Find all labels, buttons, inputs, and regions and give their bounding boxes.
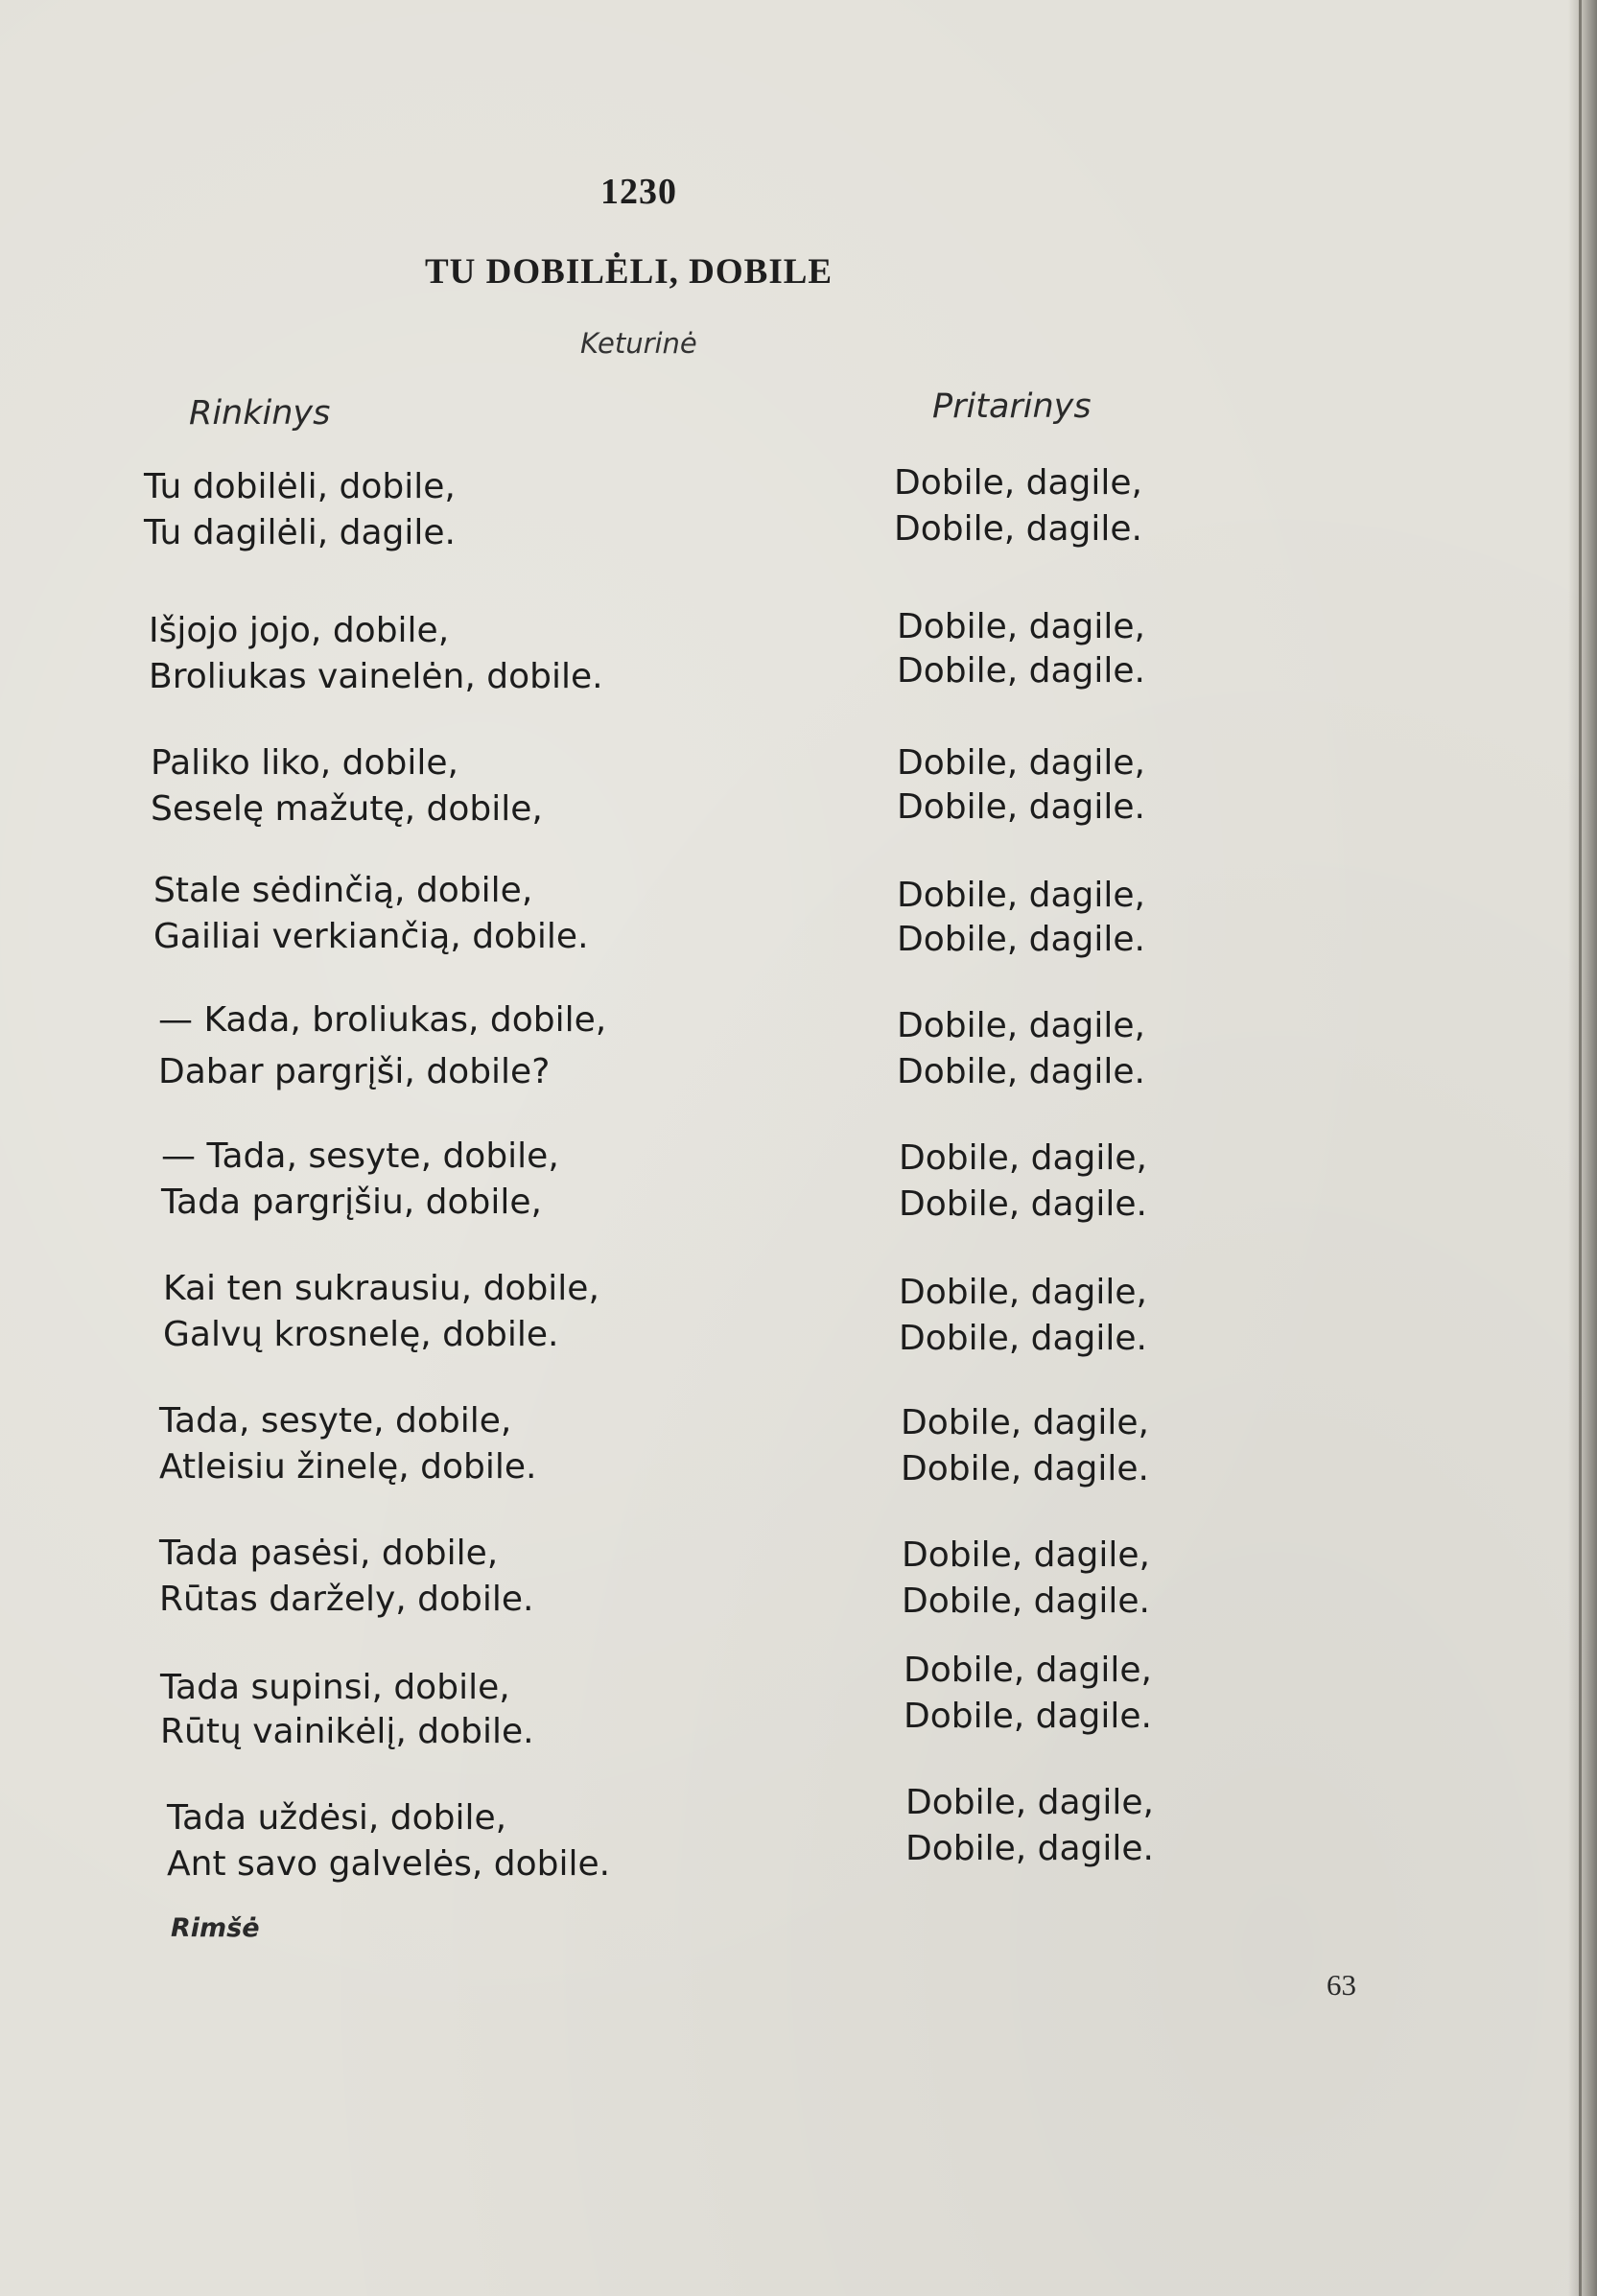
verse-line: Tada pasėsi, dobile, [159, 1534, 499, 1573]
verse-line: Broliukas vainelėn, dobile. [149, 657, 603, 696]
page-edge-shadow [1568, 0, 1597, 2296]
page-number: 63 [1327, 1968, 1356, 2002]
refrain-line: Dobile, dagile, [897, 743, 1145, 783]
verse-line: Galvų krosnelę, dobile. [163, 1315, 559, 1354]
refrain-line: Dobile, dagile, [894, 463, 1142, 503]
page-edge-line [1579, 0, 1582, 2296]
refrain-line: Dobile, dagile, [904, 1651, 1152, 1690]
refrain-line: Dobile, dagile, [897, 876, 1145, 915]
verse-line: Seselę mažutę, dobile, [151, 789, 543, 829]
refrain-line: Dobile, dagile, [897, 1006, 1145, 1045]
verse-line: — Tada, sesyte, dobile, [161, 1136, 559, 1176]
refrain-line: Dobile, dagile. [894, 509, 1142, 549]
refrain-line: Dobile, dagile, [899, 1138, 1147, 1178]
refrain-line: Dobile, dagile. [897, 1052, 1145, 1091]
refrain-line: Dobile, dagile. [902, 1581, 1150, 1621]
refrain-line: Dobile, dagile. [899, 1319, 1147, 1358]
refrain-line: Dobile, dagile. [899, 1184, 1147, 1224]
verse-line: Paliko liko, dobile, [151, 743, 458, 783]
poem-title: TU DOBILĖLI, DOBILE [425, 252, 834, 292]
verse-line: Rūtų vainikėlį, dobile. [160, 1712, 534, 1751]
verse-line: Ant savo galvelės, dobile. [167, 1844, 611, 1884]
refrain-line: Dobile, dagile, [897, 607, 1145, 646]
refrain-line: Dobile, dagile. [904, 1697, 1152, 1736]
verse-line: Rūtas darželу, dobile. [159, 1580, 534, 1619]
verse-line: Tada, sesyte, dobile, [159, 1401, 512, 1441]
right-column-heading: Pritarinys [932, 387, 1092, 426]
verse-line: Stale sėdinčią, dobile, [153, 871, 533, 910]
verse-line: Atleisiu žinelę, dobile. [159, 1447, 537, 1487]
left-column-heading: Rinkinys [189, 394, 331, 433]
author-attribution: Rimšė [171, 1913, 260, 1943]
verse-line: Tu dagilėli, dagile. [144, 513, 456, 552]
refrain-line: Dobile, dagile, [901, 1403, 1149, 1442]
verse-line: Tada pargrįšiu, dobile, [161, 1183, 542, 1222]
refrain-line: Dobile, dagile. [901, 1449, 1149, 1488]
verse-line: Dabar pargrįši, dobile? [158, 1052, 551, 1091]
refrain-line: Dobile, dagile, [902, 1535, 1150, 1575]
refrain-line: Dobile, dagile, [905, 1783, 1154, 1822]
poem-subtitle: Keturinė [580, 327, 697, 360]
verse-line: Tada supinsi, dobile, [160, 1668, 510, 1707]
verse-line: Tada uždėsi, dobile, [167, 1798, 507, 1838]
refrain-line: Dobile, dagile. [905, 1829, 1154, 1868]
refrain-line: Dobile, dagile. [897, 920, 1145, 959]
verse-line: Išjojo jojo, dobile, [149, 611, 450, 650]
poem-number: 1230 [600, 172, 677, 212]
verse-line: Tu dobilėli, dobile, [144, 467, 456, 506]
verse-line: — Kada, broliukas, dobile, [158, 1000, 607, 1040]
verse-line: Kai ten sukrausiu, dobile, [163, 1269, 599, 1308]
refrain-line: Dobile, dagile. [897, 651, 1145, 691]
refrain-line: Dobile, dagile, [899, 1273, 1147, 1312]
verse-line: Gailiai verkiančią, dobile. [153, 917, 589, 956]
refrain-line: Dobile, dagile. [897, 787, 1145, 827]
